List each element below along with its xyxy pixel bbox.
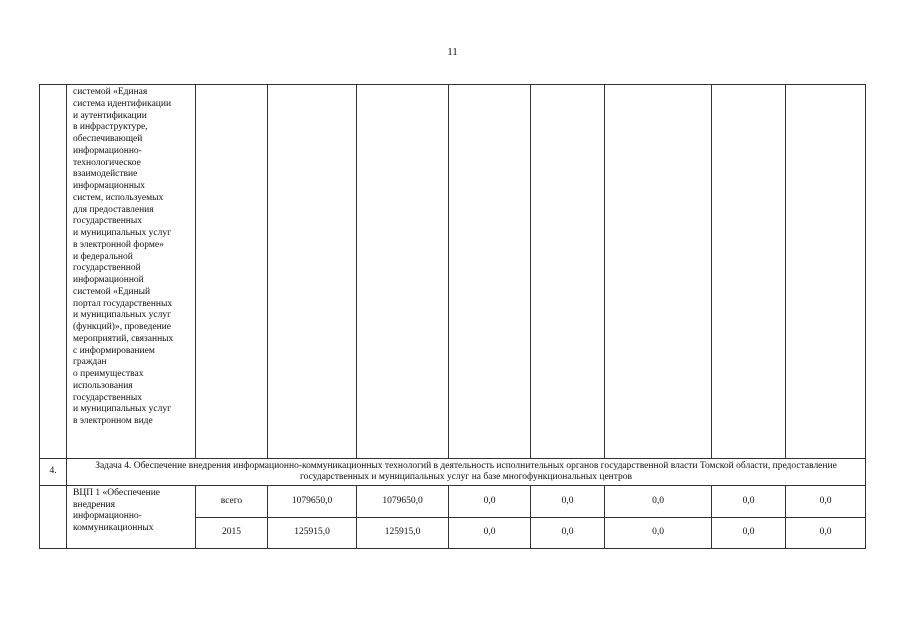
value-cell: 0,0: [531, 518, 605, 549]
description-line: систем, используемых: [73, 192, 164, 203]
task-number: 4.: [40, 459, 67, 486]
period-cell: всего: [196, 486, 268, 518]
empty-cell: [786, 85, 866, 459]
description-line: мероприятий, связанных: [73, 333, 174, 344]
description-line: и федеральной: [73, 251, 133, 262]
period-cell: 2015: [196, 518, 268, 549]
description-line: информационно-: [73, 145, 142, 156]
value-cell: 0,0: [712, 518, 786, 549]
empty-cell: [357, 85, 449, 459]
empty-cell: [196, 85, 268, 459]
description-line: (функций)», проведение: [73, 322, 171, 332]
vcp-line: внедрения: [73, 499, 115, 510]
description-line: в инфраструктуре,: [73, 122, 148, 133]
description-line: информационных: [73, 181, 146, 191]
empty-cell: [268, 85, 357, 459]
value-cell: 0,0: [449, 518, 531, 549]
task-row: [40, 459, 866, 486]
value-cell: 125915,0: [268, 518, 357, 549]
value-cell: 0,0: [786, 518, 866, 549]
description-line: системой «Единая: [73, 87, 148, 97]
empty-cell: [605, 85, 712, 459]
number-cell: [40, 486, 67, 549]
description-line: взаимодействие: [73, 169, 138, 180]
description-line: граждан: [73, 357, 107, 368]
value-cell: 0,0: [786, 486, 866, 518]
description-line: и муниципальных услуг: [73, 228, 171, 238]
description-line: с информированием: [73, 345, 155, 356]
value-cell: 0,0: [605, 486, 712, 518]
description-line: технологическое: [73, 157, 141, 168]
value-cell: 125915,0: [357, 518, 449, 549]
description-line: в электронном виде: [73, 416, 153, 426]
vcp-line: коммуникационных: [73, 522, 154, 533]
description-line: портал государственных: [73, 298, 173, 309]
value-cell: 0,0: [712, 486, 786, 518]
value-cell: 0,0: [605, 518, 712, 549]
number-cell: [40, 85, 67, 459]
description-line: информационной: [73, 275, 144, 285]
description-line: государственных: [73, 392, 143, 403]
description-line: о преимуществах: [73, 369, 144, 379]
empty-cell: [531, 85, 605, 459]
vcp-line: ВЦП 1 «Обеспечение: [73, 488, 160, 498]
description-line: и муниципальных услуг: [73, 404, 171, 415]
program-table: [39, 84, 866, 549]
value-cell: 1079650,0: [268, 486, 357, 518]
value-cell: 0,0: [531, 486, 605, 518]
description-lines: [67, 85, 195, 428]
data-row: [40, 486, 866, 518]
description-line: обеспечивающей: [73, 134, 143, 144]
empty-cell: [449, 85, 531, 459]
vcp-line: информационно-: [73, 511, 142, 521]
description-line: и аутентификации: [73, 110, 147, 121]
description-line: государственной: [73, 263, 141, 274]
value-cell: 0,0: [449, 486, 531, 518]
value-cell: 1079650,0: [357, 486, 449, 518]
continuation-row: [40, 85, 866, 459]
description-line: для предоставления: [73, 204, 154, 215]
vcp-cell: [67, 486, 196, 549]
description-cell: [67, 85, 196, 459]
empty-cell: [712, 85, 786, 459]
description-line: в электронной форме»: [73, 239, 164, 250]
description-line: системой «Единый: [73, 286, 151, 297]
description-line: система идентификации: [73, 98, 172, 109]
description-line: государственных: [73, 216, 143, 227]
description-line: и муниципальных услуг: [73, 310, 171, 321]
page-number: 11: [447, 46, 458, 58]
task-text: Задача 4. Обеспечение внедрения информационно-коммуникационных технологий в деятельность исполнительных органов государственной власти Томской области, предоставление государственных и муниципальных услуг на базе многофункциональных центров: [67, 459, 866, 486]
description-line: использования: [73, 380, 133, 391]
